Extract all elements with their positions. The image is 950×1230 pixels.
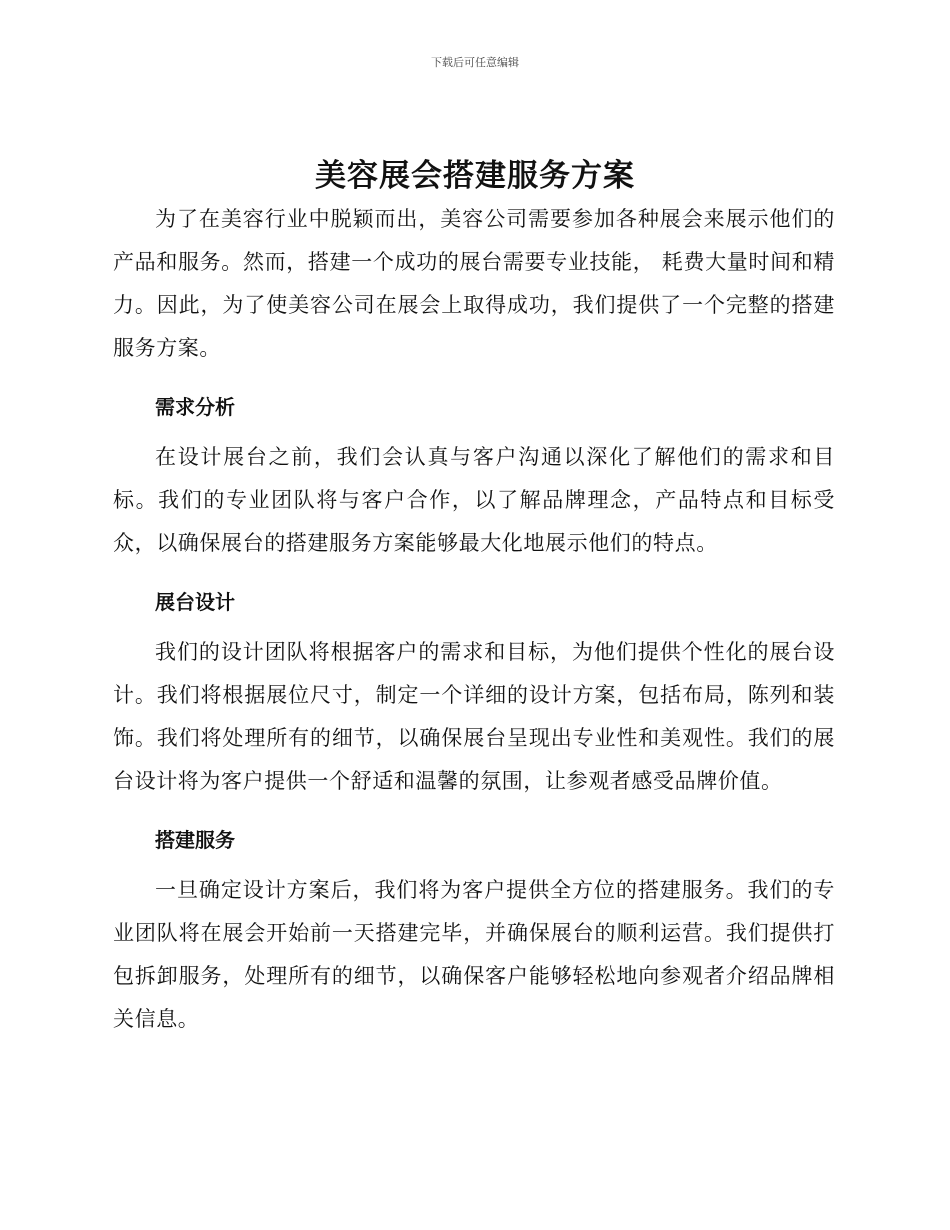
section-heading-setup-service: 搭建服务 [155, 828, 235, 852]
section-body-needs-analysis: 在设计展台之前，我们会认真与客户沟通以深化了解他们的需求和目标。我们的专业团队将与客户合作，以了解品牌理念，产品特点和目标受众，以确保展台的搭建服务方案能够最大化地展示他们的特点。 [113, 445, 835, 555]
document-title: 美容展会搭建服务方案 [315, 158, 635, 194]
section-heading-booth-design: 展台设计 [155, 590, 235, 614]
section-heading-needs-analysis: 需求分析 [155, 395, 235, 419]
document-body [113, 198, 835, 1041]
section-body-booth-design: 我们的设计团队将根据客户的需求和目标，为他们提供个性化的展台设计。我们将根据展位尺寸，制定一个详细的设计方案，包括布局，陈列和装饰。我们将处理所有的细节，以确保展台呈现出专业性和美观性。我们的展台设计将为客户提供一个舒适和温馨的氛围，让参观者感受品牌价值。 [113, 640, 835, 793]
section-body-setup-service: 一旦确定设计方案后，我们将为客户提供全方位的搭建服务。我们的专业团队将在展会开始前一天搭建完毕，并确保展台的顺利运营。我们提供打包拆卸服务，处理所有的细节，以确保客户能够轻松地向参观者介绍品牌相关信息。 [113, 878, 835, 1031]
header-note: 下载后可任意编辑 [431, 56, 519, 69]
intro-paragraph: 为了在美容行业中脱颖而出，美容公司需要参加各种展会来展示他们的产品和服务。然而，搭建一个成功的展台需要专业技能， 耗费大量时间和精力。因此，为了使美容公司在展会上取得成功，我们提供了一个完整的搭建服务方案。 [113, 207, 835, 360]
